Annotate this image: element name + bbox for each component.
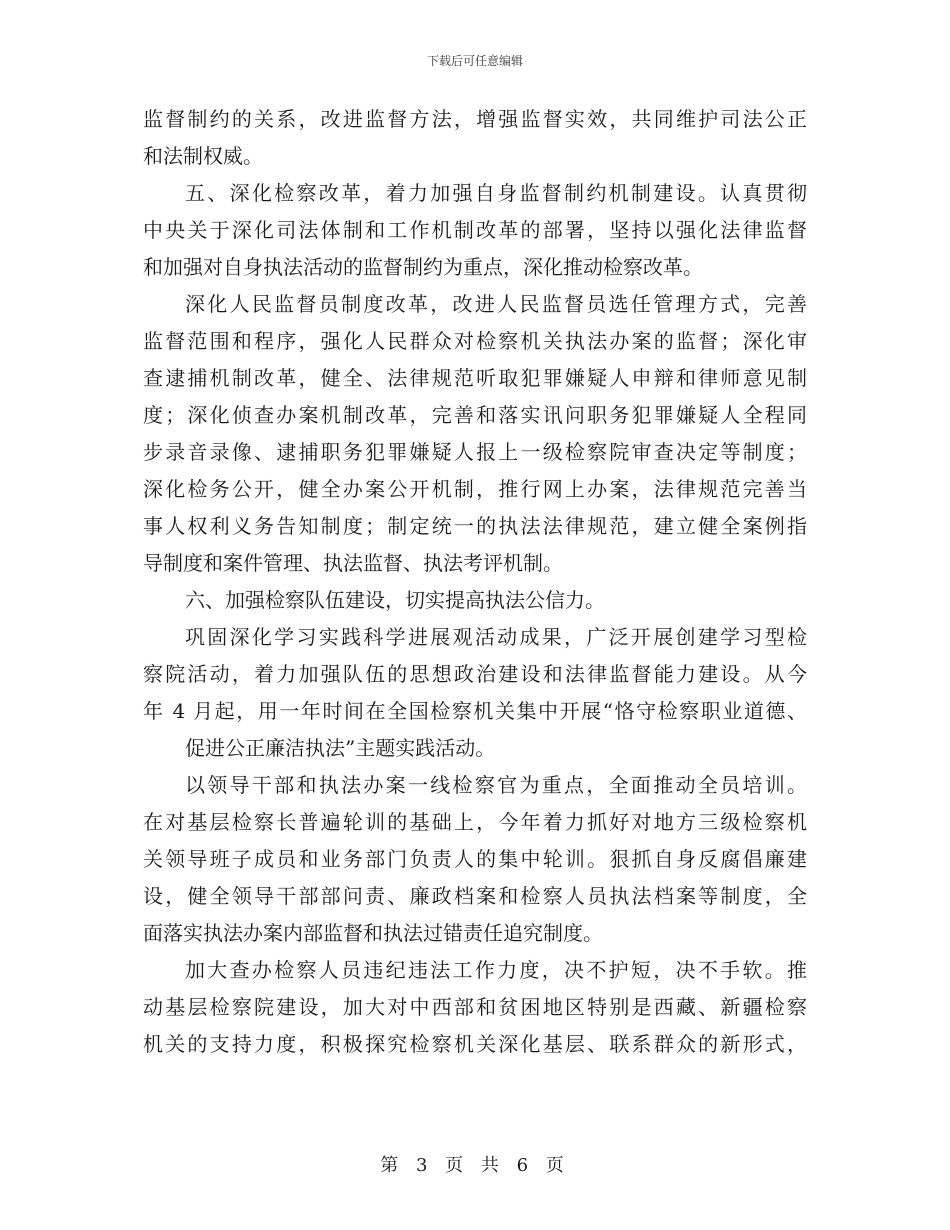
text-line: 和法制权威。: [143, 144, 263, 168]
text-line: 六、加强检察队伍建设，切实提高执法公信力。: [185, 588, 605, 612]
text-line: 五、深化检察改革，着力加强自身监督制约机制建设。认真贯彻: [185, 181, 807, 205]
page-footer: 第 3 页 共 6 页: [380, 1155, 570, 1176]
text-line: 事人权利义务告知制度；制定统一的执法法律规范，建立健全案例指: [143, 514, 807, 538]
text-line: 面落实执法办案内部监督和执法过错责任追究制度。: [143, 921, 603, 945]
text-line: 察院活动，着力加强队伍的思想政治建设和法律监督能力建设。从今: [143, 662, 807, 686]
text-line: 在对基层检察长普遍轮训的基础上，今年着力抓好对地方三级检察机: [143, 810, 807, 834]
document-body: [143, 101, 807, 1063]
text-line: 动基层检察院建设，加大对中西部和贫困地区特别是西藏、新疆检察: [143, 995, 807, 1019]
text-line: 促进公正廉洁执法”主题实践活动。: [185, 736, 496, 760]
text-line: 深化人民监督员制度改革，改进人民监督员选任管理方式，完善: [185, 292, 807, 316]
text-line: 查逮捕机制改革，健全、法律规范听取犯罪嫌疑人申辩和律师意见制: [143, 366, 807, 390]
text-line: 深化检务公开，健全办案公开机制，推行网上办案，法律规范完善当: [143, 477, 807, 501]
text-line: 步录音录像、逮捕职务犯罪嫌疑人报上一级检察院审查决定等制度；: [143, 440, 807, 464]
text-line: 导制度和案件管理、执法监督、执法考评机制。: [143, 551, 563, 575]
text-line: 以领导干部和执法办案一线检察官为重点，全面推动全员培训。: [185, 773, 807, 797]
text-line: 加大查办检察人员违纪违法工作力度，决不护短，决不手软。推: [185, 958, 807, 982]
text-line: 监督制约的关系，改进监督方法，增强监督实效，共同维护司法公正: [143, 107, 807, 131]
text-line: 巩固深化学习实践科学进展观活动成果，广泛开展创建学习型检: [185, 625, 807, 649]
page-header: 下载后可任意编辑: [426, 54, 523, 68]
text-line: 度；深化侦查办案机制改革，完善和落实讯问职务犯罪嫌疑人全程同: [143, 403, 807, 427]
text-line: 机关的支持力度，积极探究检察机关深化基层、联系群众的新形式，: [143, 1032, 807, 1056]
text-line: 监督范围和程序，强化人民群众对检察机关执法办案的监督；深化审: [143, 329, 807, 353]
text-line: 年 4 月起，用一年时间在全国检察机关集中开展“恪守检察职业道德、: [143, 699, 807, 723]
text-line: 设，健全领导干部部问责、廉政档案和检察人员执法档案等制度，全: [143, 884, 807, 908]
text-line: 中央关于深化司法体制和工作机制改革的部署，坚持以强化法律监督: [143, 218, 807, 242]
text-line: 和加强对自身执法活动的监督制约为重点，深化推动检察改革。: [143, 255, 703, 279]
text-line: 关领导班子成员和业务部门负责人的集中轮训。狠抓自身反腐倡廉建: [143, 847, 807, 871]
